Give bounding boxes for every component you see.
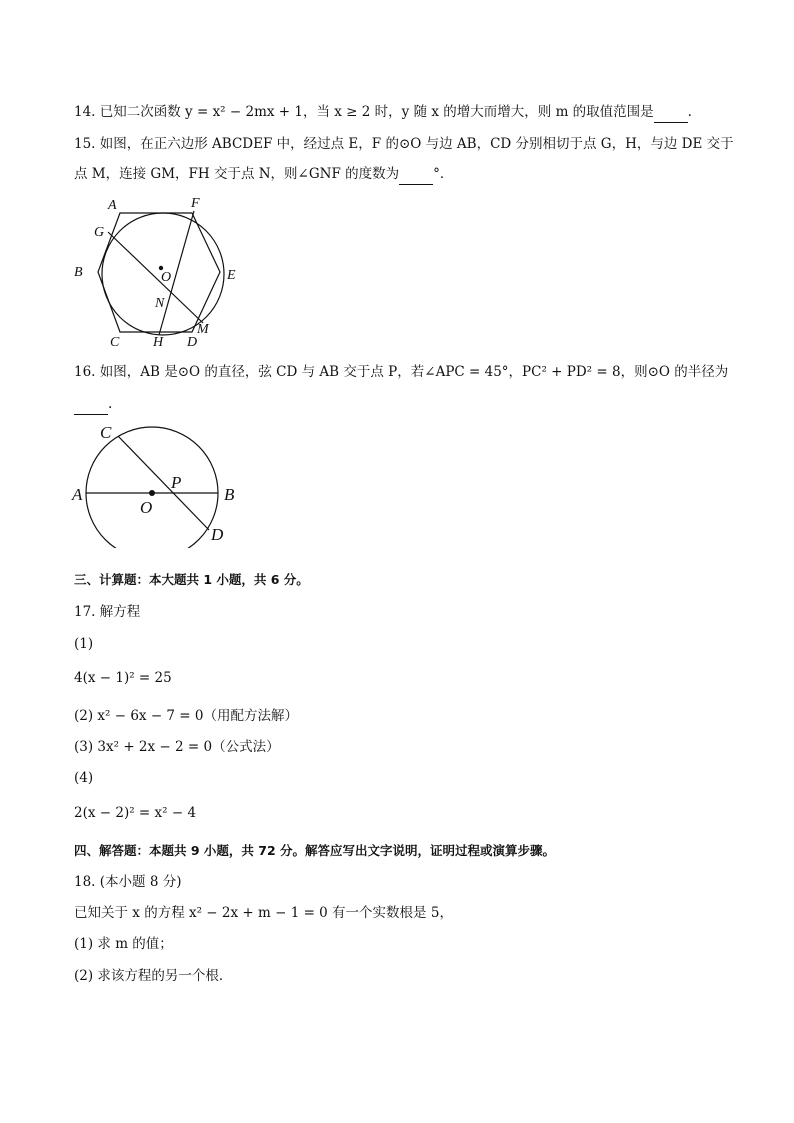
label-o: O [140,498,153,517]
section-3-heading: 三、计算题：本大题共 1 小题，共 6 分。 [74,572,309,587]
figure-circle-diameter [66,418,256,548]
answer-blank [74,394,108,415]
label-b: B [224,485,235,504]
label-f: F [191,196,200,211]
answer-blank [399,164,433,185]
q15-text: 点 M，连接 GM，FH 交于点 N，则∠GNF 的度数为 [74,166,400,182]
q17-part3: (3) 3x² + 2x − 2 = 0（公式法） [74,739,280,755]
label-p: P [171,473,182,492]
label-n: N [155,296,165,311]
label-o: O [161,270,172,285]
chord-cd [118,436,209,530]
q17-part4-equation: 2(x − 2)² = x² − 4 [74,805,197,821]
label-a: A [108,198,117,213]
question-15-line1: 15. 如图，在正六边形 ABCDEF 中，经过点 E，F 的⊙O 与边 AB，CD 分别相切于点 G，H，与边 DE 交于 [74,136,734,152]
q18-part2: (2) 求该方程的另一个根． [74,968,233,984]
q14-end: . [687,104,692,120]
label-e: E [227,268,236,283]
question-16-line1: 16. 如图，AB 是⊙O 的直径，弦 CD 与 AB 交于点 P，若∠APC = 45°，PC² + PD² = 8，则⊙O 的半径为 [74,364,729,380]
question-14 [74,102,692,123]
label-g: G [94,225,105,240]
label-h: H [153,335,164,350]
circle-o [86,427,218,548]
q16-end: . [108,396,113,412]
question-17-title: 17. 解方程 [74,604,141,620]
q15-end: °． [433,166,454,182]
question-15-line2 [74,164,453,185]
label-a: A [72,485,83,504]
figure-hexagon-circle [60,190,260,350]
q17-part2: (2) x² − 6x − 7 = 0（用配方法解） [74,708,299,724]
question-18-title: 18. (本小题 8 分) [74,874,182,890]
answer-blank [654,102,688,123]
label-d: D [187,335,198,350]
label-c: C [100,423,112,442]
label-b: B [74,265,83,280]
center-point [149,490,155,496]
q17-part1-equation: 4(x − 1)² = 25 [74,670,172,686]
question-18-stem: 已知关于 x 的方程 x² − 2x + m − 1 = 0 有一个实数根是 5， [74,905,453,921]
q18-part1: (1) 求 m 的值； [74,936,173,952]
label-m: M [197,322,209,337]
question-16-line2 [74,394,112,415]
q17-part1-label: (1) [74,636,94,652]
label-d: D [211,525,224,544]
q14-text: 14. 已知二次函数 y = x² − 2mx + 1，当 x ≥ 2 时，y 随 x 的增大而增大，则 m 的取值范围是 [74,104,654,120]
label-c: C [110,335,120,350]
section-4-heading: 四、解答题：本题共 9 小题，共 72 分。解答应写出文字说明，证明过程或演算步骤。 [74,843,556,858]
q17-part4-label: (4) [74,770,94,786]
